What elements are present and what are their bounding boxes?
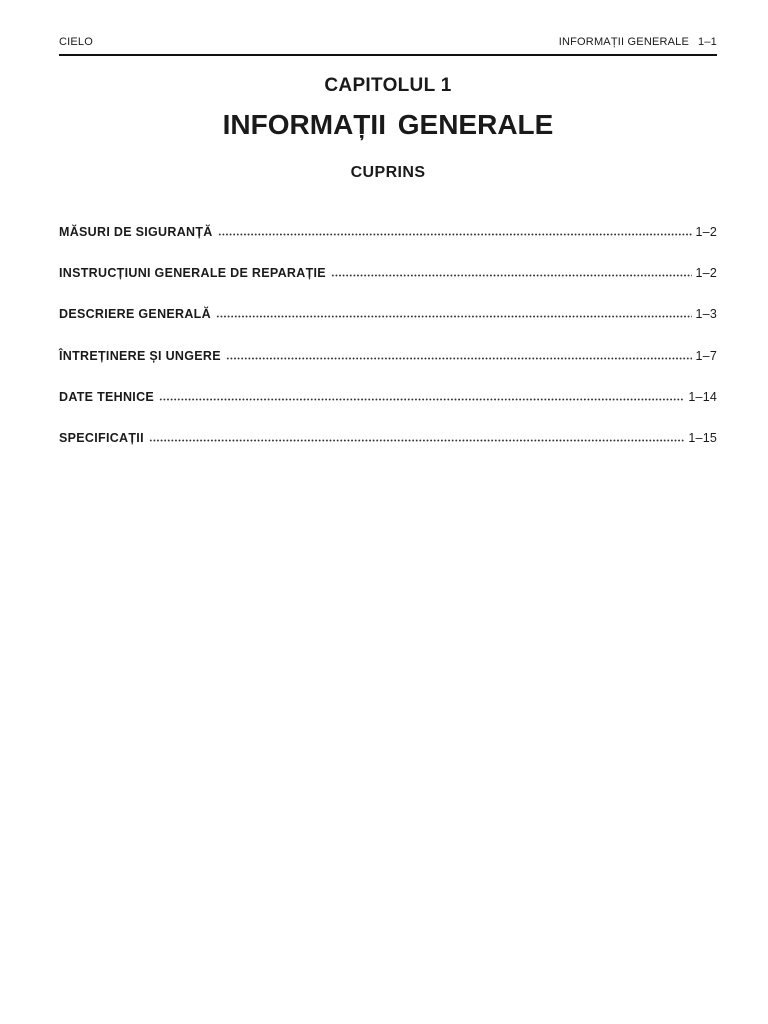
toc-entry-title: SPECIFICAȚII (59, 430, 144, 445)
header-rule (59, 54, 717, 56)
toc-dot-leader (216, 315, 692, 318)
toc-entry-title: INSTRUCȚIUNI GENERALE DE REPARAȚIE (59, 266, 326, 281)
toc-entry (59, 428, 717, 469)
toc-entry-page: 1–15 (688, 430, 717, 445)
toc-dot-leader (159, 398, 684, 401)
toc-entry-title: DESCRIERE GENERALĂ (59, 307, 211, 322)
toc-dot-leader (331, 274, 692, 277)
toc-entry (59, 263, 717, 304)
header-section-title: INFORMAȚII GENERALE (558, 36, 690, 48)
running-header (59, 34, 717, 50)
contents-heading: CUPRINS (350, 164, 426, 181)
header-page-number: 1–1 (698, 36, 717, 48)
toc-entry-page: 1–3 (695, 307, 717, 322)
toc-entry-title: MĂSURI DE SIGURANȚĂ (59, 225, 213, 239)
toc-dot-leader (226, 357, 692, 360)
toc-dot-leader (149, 439, 685, 442)
toc-dot-leader (218, 233, 692, 236)
header-model-name: CIELO (59, 36, 94, 48)
toc-entry-page: 1–2 (695, 225, 717, 239)
toc-entry-page: 1–7 (695, 348, 717, 363)
toc-entry-title: DATE TEHNICE (59, 389, 155, 404)
toc-entry (59, 346, 717, 387)
toc-entry (59, 304, 717, 345)
toc-entry (59, 387, 717, 428)
table-of-contents (59, 222, 717, 469)
toc-entry-page: 1–14 (688, 389, 717, 404)
header-right (559, 36, 717, 48)
chapter-title: INFORMAȚII GENERALE (222, 109, 554, 140)
toc-entry-title: ÎNTREȚINERE ȘI UNGERE (59, 348, 221, 363)
toc-entry (59, 222, 717, 263)
toc-entry-page: 1–2 (695, 266, 717, 281)
chapter-label: CAPITOLUL 1 (324, 75, 452, 96)
